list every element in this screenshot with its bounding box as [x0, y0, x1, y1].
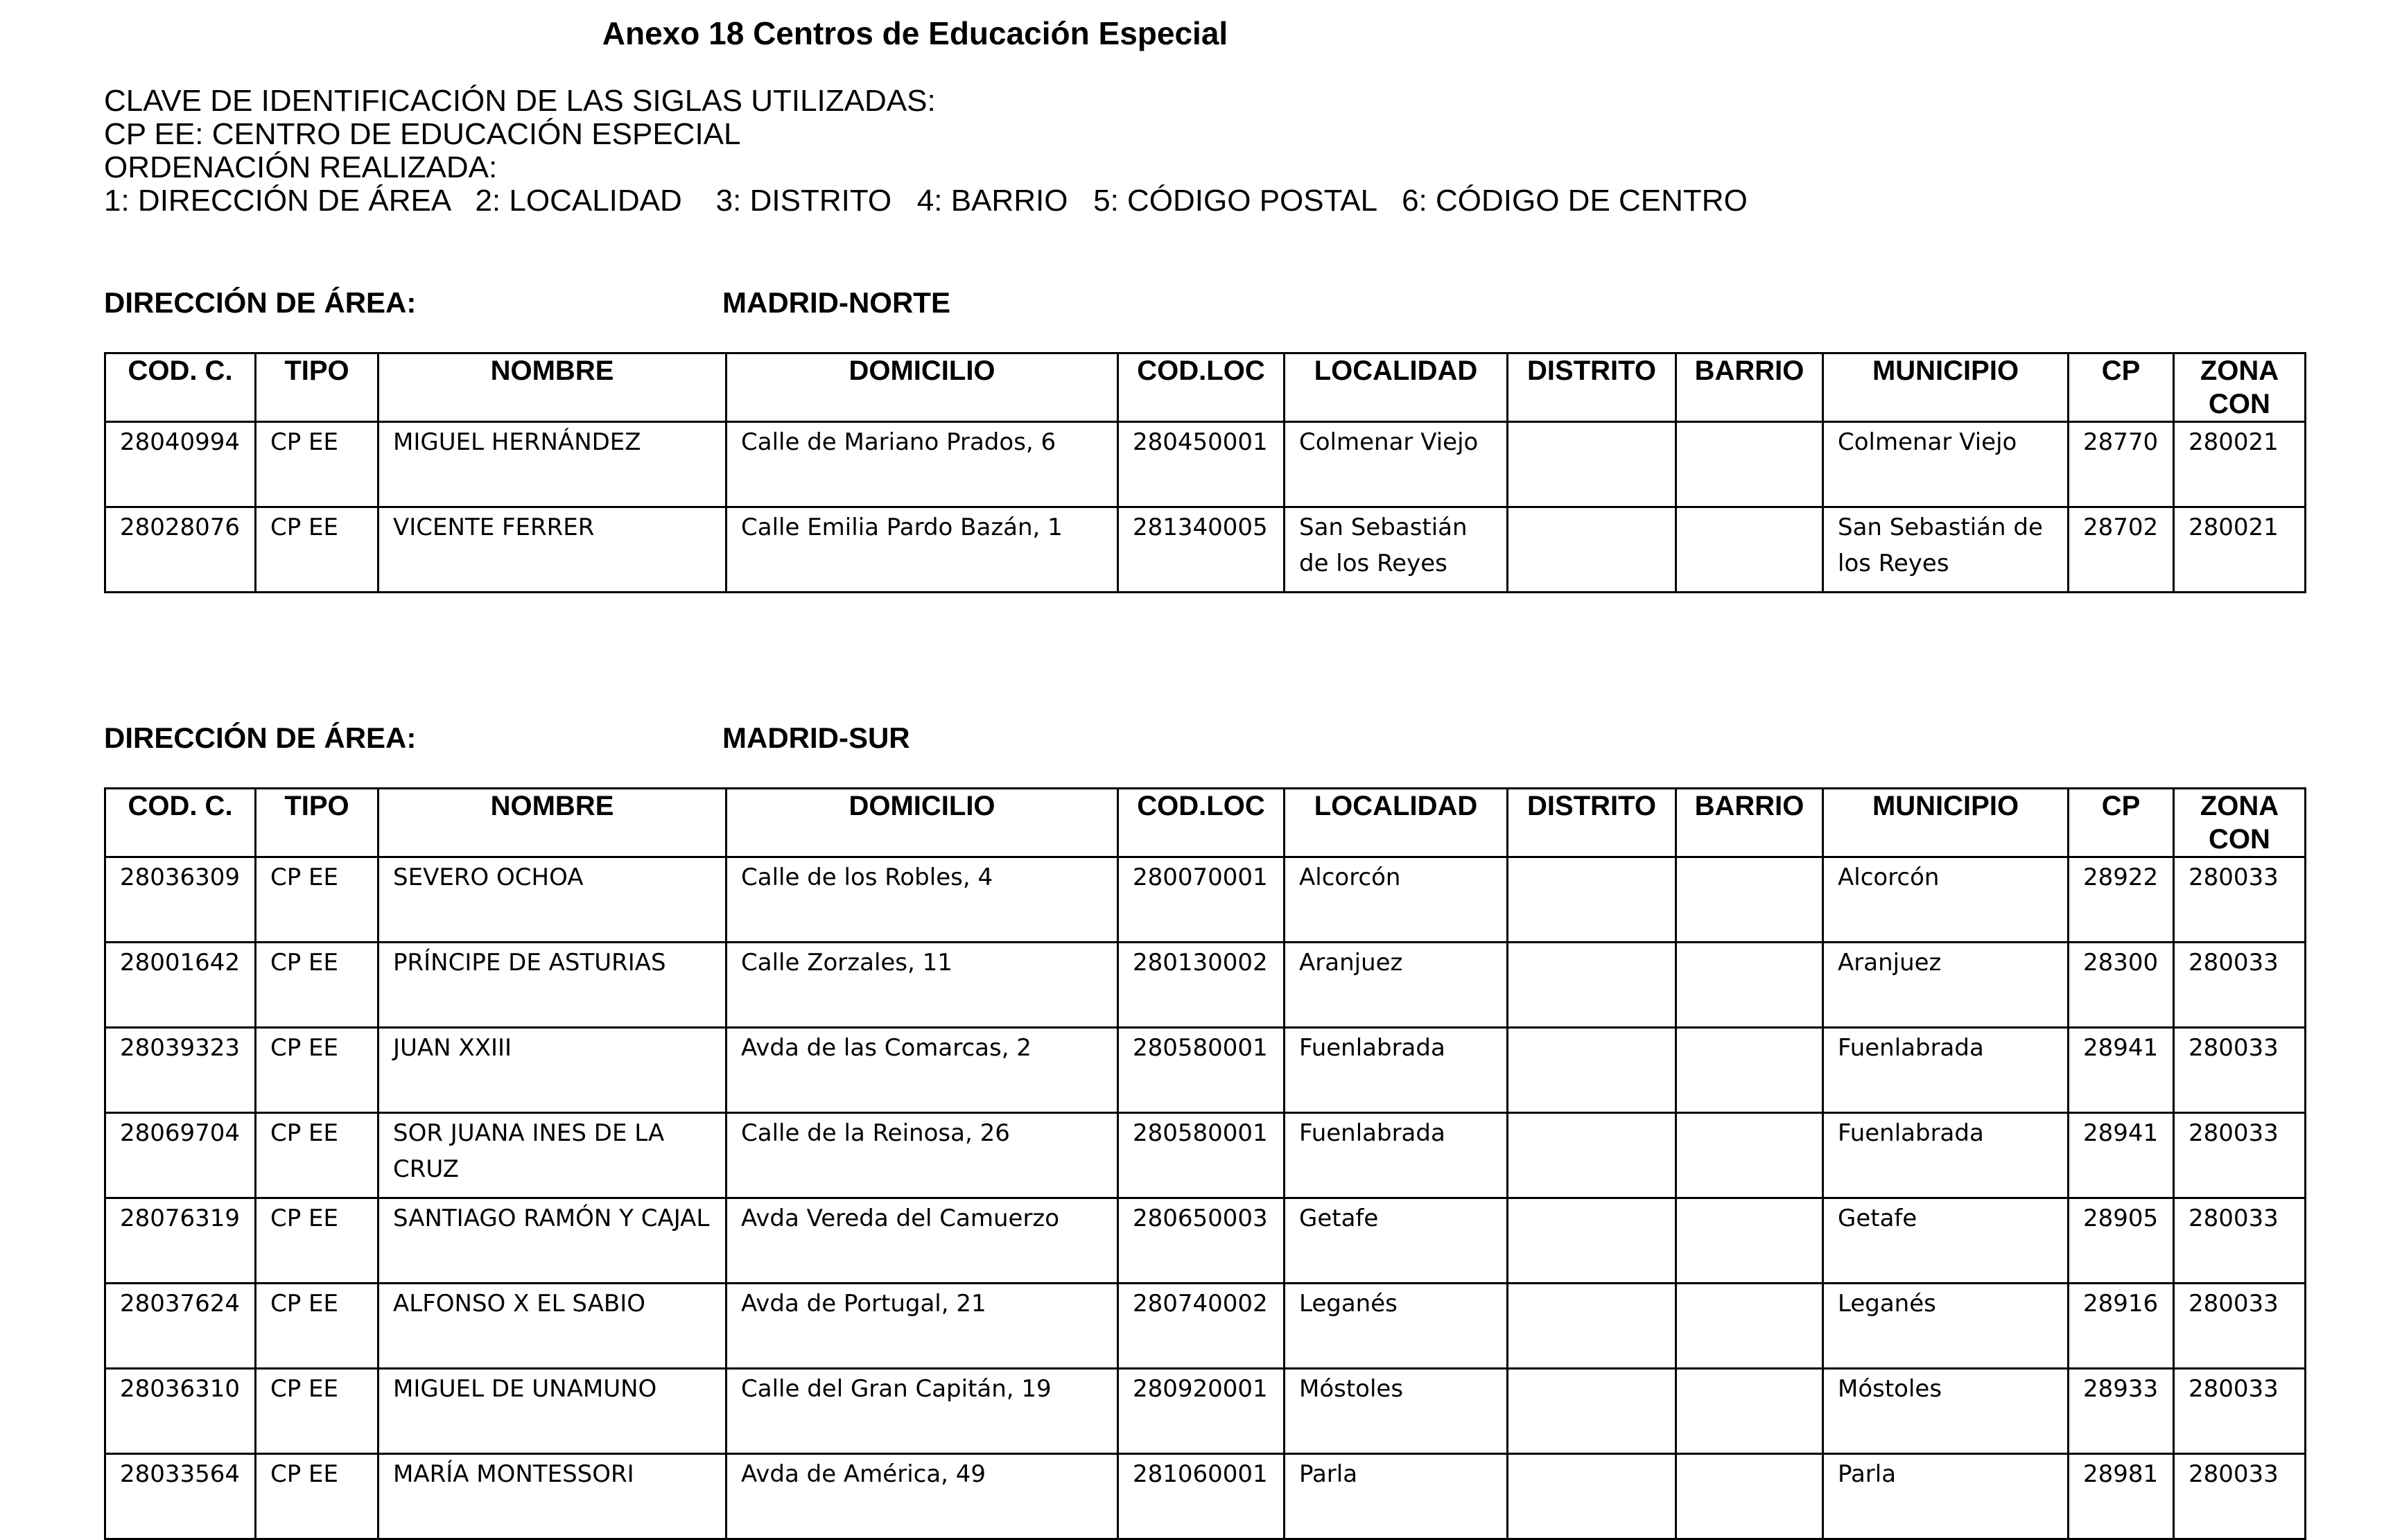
- column-header: NOMBRE: [378, 353, 726, 422]
- column-header: CP: [2069, 353, 2174, 422]
- zone-cell: 280033: [2174, 1454, 2306, 1539]
- centers-table-madrid-norte: [104, 352, 2306, 593]
- area-label: DIRECCIÓN DE ÁREA:: [104, 721, 417, 754]
- table-header-row: [105, 789, 2306, 857]
- district-cell: [1508, 1284, 1676, 1369]
- postal-code-cell: 28941: [2069, 1113, 2174, 1198]
- address-cell: Avda de América, 49: [726, 1454, 1118, 1539]
- center-name-cell: ALFONSO X EL SABIO: [378, 1284, 726, 1369]
- center-code-cell: 28028076: [105, 507, 256, 593]
- neighborhood-cell: [1676, 1284, 1823, 1369]
- zone-cell: 280033: [2174, 1198, 2306, 1284]
- legend-line: CLAVE DE IDENTIFICACIÓN DE LAS SIGLAS UTILIZADAS:: [104, 84, 936, 118]
- locality-cell: Fuenlabrada: [1285, 1028, 1508, 1113]
- center-code-cell: 28036310: [105, 1369, 256, 1454]
- column-header: NOMBRE: [378, 789, 726, 857]
- center-code-cell: 28076319: [105, 1198, 256, 1284]
- column-header: CP: [2069, 789, 2174, 857]
- postal-code-cell: 28922: [2069, 857, 2174, 943]
- locality-code-cell: 280740002: [1118, 1284, 1285, 1369]
- column-header: ZONA CON: [2174, 353, 2306, 422]
- column-header: DOMICILIO: [726, 789, 1118, 857]
- center-name-cell: JUAN XXIII: [378, 1028, 726, 1113]
- zone-cell: 280021: [2174, 507, 2306, 593]
- locality-cell: Leganés: [1285, 1284, 1508, 1369]
- zone-cell: 280033: [2174, 1284, 2306, 1369]
- postal-code-cell: 28905: [2069, 1198, 2174, 1284]
- table-row: [105, 1454, 2306, 1539]
- table-row: [105, 943, 2306, 1028]
- column-header: DISTRITO: [1508, 353, 1676, 422]
- neighborhood-cell: [1676, 1028, 1823, 1113]
- legend-line: ORDENACIÓN REALIZADA:: [104, 150, 498, 184]
- center-name-cell: SANTIAGO RAMÓN Y CAJAL: [378, 1198, 726, 1284]
- table-row: [105, 422, 2306, 507]
- neighborhood-cell: [1676, 1369, 1823, 1454]
- column-header: COD.LOC: [1118, 789, 1285, 857]
- district-cell: [1508, 1454, 1676, 1539]
- zone-cell: 280033: [2174, 1028, 2306, 1113]
- center-code-cell: 28069704: [105, 1113, 256, 1198]
- area-label: DIRECCIÓN DE ÁREA:: [104, 286, 417, 319]
- district-cell: [1508, 943, 1676, 1028]
- center-code-cell: 28040994: [105, 422, 256, 507]
- neighborhood-cell: [1676, 1113, 1823, 1198]
- locality-code-cell: 281340005: [1118, 507, 1285, 593]
- locality-code-cell: 280450001: [1118, 422, 1285, 507]
- column-header: TIPO: [256, 789, 378, 857]
- column-header: BARRIO: [1676, 353, 1823, 422]
- column-header: ZONA CON: [2174, 789, 2306, 857]
- table-row: [105, 857, 2306, 943]
- address-cell: Avda de las Comarcas, 2: [726, 1028, 1118, 1113]
- column-header: COD.LOC: [1118, 353, 1285, 422]
- postal-code-cell: 28916: [2069, 1284, 2174, 1369]
- center-name-cell: PRÍNCIPE DE ASTURIAS: [378, 943, 726, 1028]
- center-code-cell: 28037624: [105, 1284, 256, 1369]
- center-type-cell: CP EE: [256, 943, 378, 1028]
- table-row: [105, 1198, 2306, 1284]
- municipality-cell: Leganés: [1823, 1284, 2069, 1369]
- neighborhood-cell: [1676, 1198, 1823, 1284]
- neighborhood-cell: [1676, 857, 1823, 943]
- column-header: DISTRITO: [1508, 789, 1676, 857]
- district-cell: [1508, 1113, 1676, 1198]
- address-cell: Calle de la Reinosa, 26: [726, 1113, 1118, 1198]
- legend-line: 1: DIRECCIÓN DE ÁREA 2: LOCALIDAD 3: DISTRITO 4: BARRIO 5: CÓDIGO POSTAL 6: CÓDIGO DE CENTRO: [104, 184, 1748, 218]
- neighborhood-cell: [1676, 943, 1823, 1028]
- locality-cell: Fuenlabrada: [1285, 1113, 1508, 1198]
- center-code-cell: 28033564: [105, 1454, 256, 1539]
- locality-cell: Alcorcón: [1285, 857, 1508, 943]
- center-type-cell: CP EE: [256, 857, 378, 943]
- table-row: [105, 1028, 2306, 1113]
- column-header: LOCALIDAD: [1285, 353, 1508, 422]
- address-cell: Calle Zorzales, 11: [726, 943, 1118, 1028]
- center-type-cell: CP EE: [256, 1284, 378, 1369]
- column-header: MUNICIPIO: [1823, 353, 2069, 422]
- postal-code-cell: 28300: [2069, 943, 2174, 1028]
- center-type-cell: CP EE: [256, 422, 378, 507]
- column-header: LOCALIDAD: [1285, 789, 1508, 857]
- table-row: [105, 1113, 2306, 1198]
- locality-code-cell: 280580001: [1118, 1028, 1285, 1113]
- center-type-cell: CP EE: [256, 507, 378, 593]
- address-cell: Calle de Mariano Prados, 6: [726, 422, 1118, 507]
- center-code-cell: 28039323: [105, 1028, 256, 1113]
- district-cell: [1508, 1028, 1676, 1113]
- center-code-cell: 28001642: [105, 943, 256, 1028]
- table-row: [105, 1369, 2306, 1454]
- district-cell: [1508, 1198, 1676, 1284]
- column-header: DOMICILIO: [726, 353, 1118, 422]
- center-type-cell: CP EE: [256, 1113, 378, 1198]
- area-name: MADRID-SUR: [722, 721, 910, 754]
- center-type-cell: CP EE: [256, 1454, 378, 1539]
- locality-code-cell: 281060001: [1118, 1454, 1285, 1539]
- locality-cell: Aranjuez: [1285, 943, 1508, 1028]
- municipality-cell: Móstoles: [1823, 1369, 2069, 1454]
- column-header: BARRIO: [1676, 789, 1823, 857]
- locality-cell: Getafe: [1285, 1198, 1508, 1284]
- center-type-cell: CP EE: [256, 1028, 378, 1113]
- area-name: MADRID-NORTE: [722, 286, 950, 319]
- center-name-cell: MIGUEL HERNÁNDEZ: [378, 422, 726, 507]
- center-code-cell: 28036309: [105, 857, 256, 943]
- neighborhood-cell: [1676, 507, 1823, 593]
- postal-code-cell: 28702: [2069, 507, 2174, 593]
- district-cell: [1508, 507, 1676, 593]
- municipality-cell: Colmenar Viejo: [1823, 422, 2069, 507]
- center-type-cell: CP EE: [256, 1369, 378, 1454]
- locality-code-cell: 280130002: [1118, 943, 1285, 1028]
- locality-cell: Móstoles: [1285, 1369, 1508, 1454]
- municipality-cell: Getafe: [1823, 1198, 2069, 1284]
- legend-line: CP EE: CENTRO DE EDUCACIÓN ESPECIAL: [104, 117, 741, 151]
- address-cell: Calle de los Robles, 4: [726, 857, 1118, 943]
- locality-code-cell: 280920001: [1118, 1369, 1285, 1454]
- address-cell: Calle Emilia Pardo Bazán, 1: [726, 507, 1118, 593]
- column-header: COD. C.: [105, 353, 256, 422]
- district-cell: [1508, 1369, 1676, 1454]
- center-name-cell: MARÍA MONTESSORI: [378, 1454, 726, 1539]
- centers-table-madrid-sur: [104, 787, 2306, 1540]
- municipality-cell: Fuenlabrada: [1823, 1113, 2069, 1198]
- postal-code-cell: 28770: [2069, 422, 2174, 507]
- address-cell: Avda Vereda del Camuerzo: [726, 1198, 1118, 1284]
- center-type-cell: CP EE: [256, 1198, 378, 1284]
- table-row: [105, 507, 2306, 593]
- center-name-cell: VICENTE FERRER: [378, 507, 726, 593]
- address-cell: Calle del Gran Capitán, 19: [726, 1369, 1118, 1454]
- postal-code-cell: 28941: [2069, 1028, 2174, 1113]
- municipality-cell: Fuenlabrada: [1823, 1028, 2069, 1113]
- neighborhood-cell: [1676, 422, 1823, 507]
- district-cell: [1508, 857, 1676, 943]
- acronym-legend: [104, 85, 1748, 218]
- locality-code-cell: 280070001: [1118, 857, 1285, 943]
- neighborhood-cell: [1676, 1454, 1823, 1539]
- municipality-cell: San Sebastián de los Reyes: [1823, 507, 2069, 593]
- column-header: TIPO: [256, 353, 378, 422]
- municipality-cell: Alcorcón: [1823, 857, 2069, 943]
- zone-cell: 280021: [2174, 422, 2306, 507]
- locality-cell: San Sebastián de los Reyes: [1285, 507, 1508, 593]
- district-cell: [1508, 422, 1676, 507]
- center-name-cell: SEVERO OCHOA: [378, 857, 726, 943]
- locality-cell: Parla: [1285, 1454, 1508, 1539]
- zone-cell: 280033: [2174, 1369, 2306, 1454]
- postal-code-cell: 28981: [2069, 1454, 2174, 1539]
- zone-cell: 280033: [2174, 857, 2306, 943]
- postal-code-cell: 28933: [2069, 1369, 2174, 1454]
- column-header: MUNICIPIO: [1823, 789, 2069, 857]
- municipality-cell: Aranjuez: [1823, 943, 2069, 1028]
- table-header-row: [105, 353, 2306, 422]
- locality-code-cell: 280580001: [1118, 1113, 1285, 1198]
- locality-cell: Colmenar Viejo: [1285, 422, 1508, 507]
- zone-cell: 280033: [2174, 1113, 2306, 1198]
- address-cell: Avda de Portugal, 21: [726, 1284, 1118, 1369]
- table-row: [105, 1284, 2306, 1369]
- column-header: COD. C.: [105, 789, 256, 857]
- page-title: Anexo 18 Centros de Educación Especial: [602, 15, 1228, 51]
- locality-code-cell: 280650003: [1118, 1198, 1285, 1284]
- municipality-cell: Parla: [1823, 1454, 2069, 1539]
- zone-cell: 280033: [2174, 943, 2306, 1028]
- center-name-cell: SOR JUANA INES DE LA CRUZ: [378, 1113, 726, 1198]
- center-name-cell: MIGUEL DE UNAMUNO: [378, 1369, 726, 1454]
